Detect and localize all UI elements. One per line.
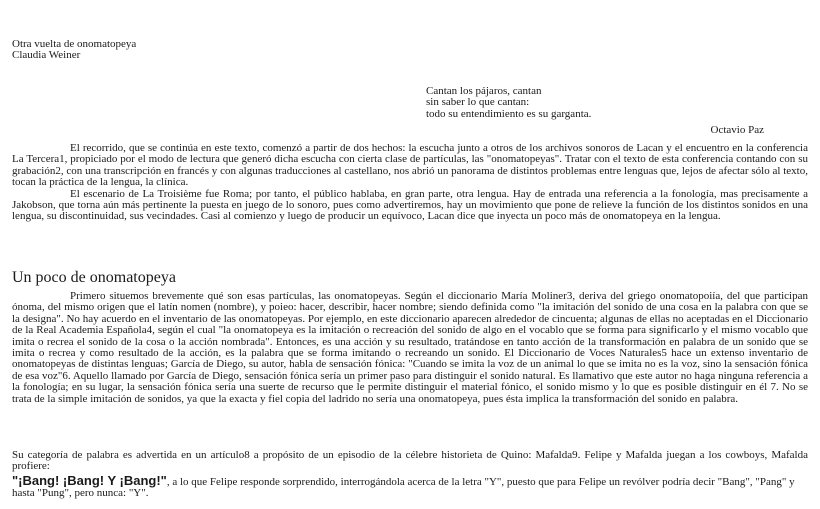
intro-paragraph: El recorrido, que se continúa en este texto, comenzó a partir de dos hechos: la escucha junto a otros de los archivos sonoros de Lacan y el encuentro en la conferencia La Tercera1, propiciado por el modo de lectura que generó dicha escucha con cierta clase de partículas, las "onomatopeyas". Tratar con el texto de esta conferencia contando con su grabación2, con una transcripción en francés y con algunas traducciones al castellano, nos abrió un panorama de distintos problemas entre lenguas que, lejos de afectar sólo al texto, tocan la práctica de la lengua, la clínica. (12, 142, 808, 189)
closing-paragraph: Su categoría de palabra es advertida en un artículo8 a propósito de un episodio de la célebre historieta de Quino: Mafalda9. Felipe y Mafalda juegan a los cowboys, Mafalda profiere: (12, 449, 808, 473)
bang-tail: , a lo que Felipe responde sorprendido, interrogándola acerca de la letra "Y", puesto que para Felipe un revólver podría decir "Bang", "Pang" y hasta "Pung", pero nunca: "Y". (12, 476, 795, 500)
epigraph-line: todo su entendimiento es su garganta. (426, 107, 592, 120)
document-title: Otra vuelta de onomatopeya (12, 38, 137, 50)
bang-quote: "¡Bang! ¡Bang! Y ¡Bang!" (12, 473, 167, 488)
closing-section (12, 450, 808, 473)
epigraph-line: sin saber lo que cantan: (426, 96, 530, 109)
epigraph-attribution: Octavio Paz (710, 124, 764, 136)
epigraph-line: Cantan los pájaros, cantan (426, 85, 542, 97)
closing-continuation (12, 475, 808, 500)
document-header (12, 39, 808, 62)
intro-section (12, 143, 808, 223)
section-body (12, 291, 808, 405)
section-paragraph: Primero situemos brevemente qué son esas partículas, las onomatopeyas. Según el diccionario María Moliner3, deriva del griego onomatopoiía, del que participan ónoma, del mismo origen que el latín nomen (nombre), y poieo: hacer, describir, hacer nombre; siendo definida como "la imitación del sonido de una cosa en la palabra con que se la designa". No hay acuerdo en el inventario de las onomatopeyas. Por ejemplo, en este diccionario aparecen alrededor de cincuenta; algunas de ellas no aceptadas en el Diccionario de la Real Academia Española4, según el cual "la onomatopeya es la imitación o recreación del sonido de algo en el vocablo que se forma para significarlo y el mismo vocablo que imita o recrea el sonido de la cosa o la acción nombrada". Entonces, es una acción y su resultado, tratándose en tanto acción de la transformación en palabra de un sonido que se imita o recrea y como resultado de la acción, es la palabra que se forma imitando o recreando un sonido. El Diccionario de Voces Naturales5 hace un extenso inventario de onomatopeyas de distintas lenguas; García de Diego, su autor, habla de sensación fónica: "Cuando se imita la voz de un animal lo que se imita no es la voz, sino la sensación fónica de esa voz"6. Aquello llamado por García de Diego, sensación fónica sería un primer paso para distinguir el sonido natural. Es llamativo que este autor no haga ninguna referencia a la fonología; en su lugar, la sensación fónica sería una suerte de recurso que le permite distinguir el material fónico, el sonido mismo y lo que es posible distinguir en él 7. No se trata de la simple imitación de sonidos, ya que la exacta y fiel copia del ladrido no sería una onomatopeya, pues ésta implica la transformación del sonido en palabra. (12, 290, 808, 405)
epigraph (426, 86, 786, 120)
section-heading: Un poco de onomatopeya (12, 269, 176, 286)
document-author: Claudia Weiner (12, 49, 81, 62)
intro-paragraph: El escenario de La Troisième fue Roma; por tanto, el público hablaba, en gran parte, otra lengua. Hay de entrada una referencia a la fonología, mas precisamente a Jakobson, que torna aún más pertinente la puesta en juego de lo sonoro, pues como advertiremos, hay un movimiento que pone de relieve la función de los distintos sonidos en una lengua, su discontinuidad, sus vecindades. Casi al comienzo y luego de producir un equívoco, Lacan dice que inyecta un poco más de onomatopeya en la lengua. (12, 187, 808, 223)
